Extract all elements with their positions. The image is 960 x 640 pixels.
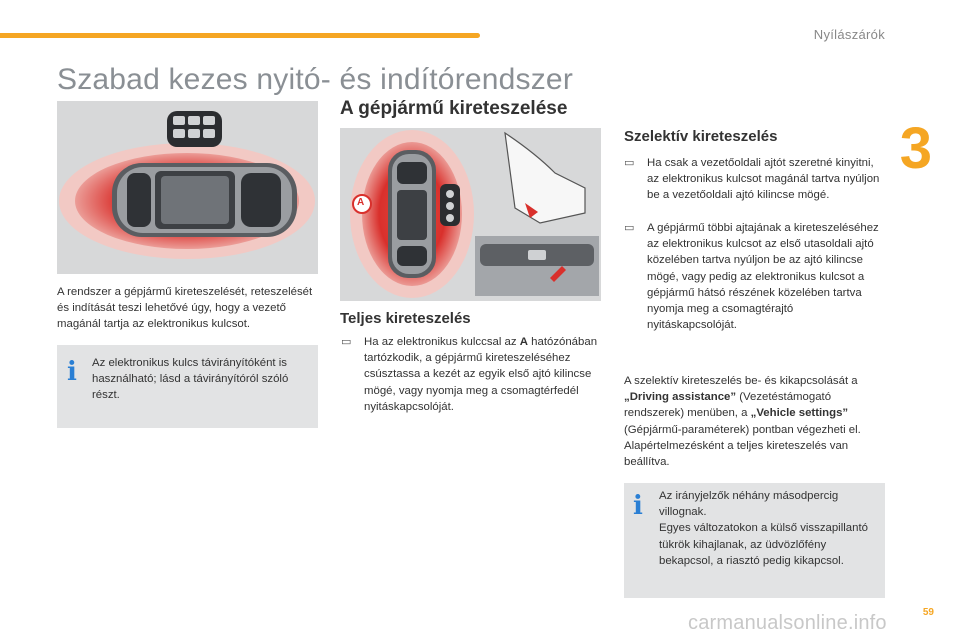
page-number: 59 (922, 607, 934, 618)
selective-settings-paragraph: A szelektív kireteszelés be- és kikapcsolását a „Driving assistance” (Vezetéstámogató rendszerek) menüben, a „Vehicle settings” (Gépjármű-paraméterek) pontban végezheti el. Alapértelmezésként a teljes kireteszelés van beállítva. (624, 375, 861, 469)
bullet-selective-others-text: A gépjármű többi ajtajának a kireteszeléséhez az elektronikus kulcsot az első utasoldali ajtó közelében tartva nyúljon be az ajtó kilincse mögé, vagy pedig az elektronikus kulcsot a gépjármű hátsó részének közelében tartva nyomja meg a csomagtérajtó nyitáskapcsolóját. (647, 222, 879, 332)
car-top-view-image (57, 101, 318, 274)
bullet-selective-others (624, 220, 886, 333)
zone-a-label: A (357, 197, 365, 208)
chapter-number: 3 (899, 116, 932, 181)
heading-full-unlock: Teljes kireteszelés (340, 310, 471, 327)
heading-selective-unlock: Szelektív kireteszelés (624, 128, 778, 145)
page-title: Szabad kezes nyitó- és indítórendszer (57, 63, 574, 96)
unlock-illustration (340, 128, 601, 301)
info-icon: i (67, 357, 77, 387)
unlock-gesture-image (340, 128, 601, 301)
bullet-selective-driver-text: Ha csak a vezetőoldali ajtót szeretné kinyitni, az elektronikus kulcsot magánál tartva nyúljon be a vezetőoldali ajtó kilincse mögé. (647, 157, 880, 202)
info-box-remote (57, 345, 318, 428)
watermark-text: carmanualsonline.info (688, 612, 887, 634)
info-text-remote: Az elektronikus kulcs távirányítóként is használható; lásd a távirányítóról szóló részt. (92, 357, 289, 402)
car-zone-illustration (57, 101, 318, 274)
bullet-icon: ▭ (624, 156, 635, 169)
info-icon: i (633, 491, 643, 521)
info-box-indicators (624, 483, 885, 598)
info-text-indicators: Az irányjelzők néhány másodpercig villognak. Egyes változatokon a külső visszapillantó tükrök kihajlanak, az üdvözlőfény bekapcsol, a riasztó pedig kikapcsol. (659, 490, 868, 567)
bullet-full-text: Ha az elektronikus kulccsal az A hatózónában tartózkodik, a gépjármű kireteszeléséhez csúsztassa a kezét az egyik első ajtó kilincse mögé, vagy nyomja meg a csomagtérfedél nyitáskapcsolóját. (364, 336, 598, 413)
bullet-full-unlock (341, 334, 601, 415)
section-name: Nyílászárók (813, 27, 885, 42)
section-subtitle: A gépjármű kireteszelése (340, 98, 568, 119)
bullet-icon: ▭ (624, 221, 635, 234)
intro-paragraph: A rendszer a gépjármű kireteszelését, reteszelését és indítását teszi lehetővé úgy, hogy a vezető magánál tartja az elektronikus kulcsot. (57, 286, 313, 331)
header-accent-bar (0, 33, 480, 38)
bullet-icon: ▭ (341, 335, 352, 348)
bullet-selective-driver (624, 155, 886, 204)
